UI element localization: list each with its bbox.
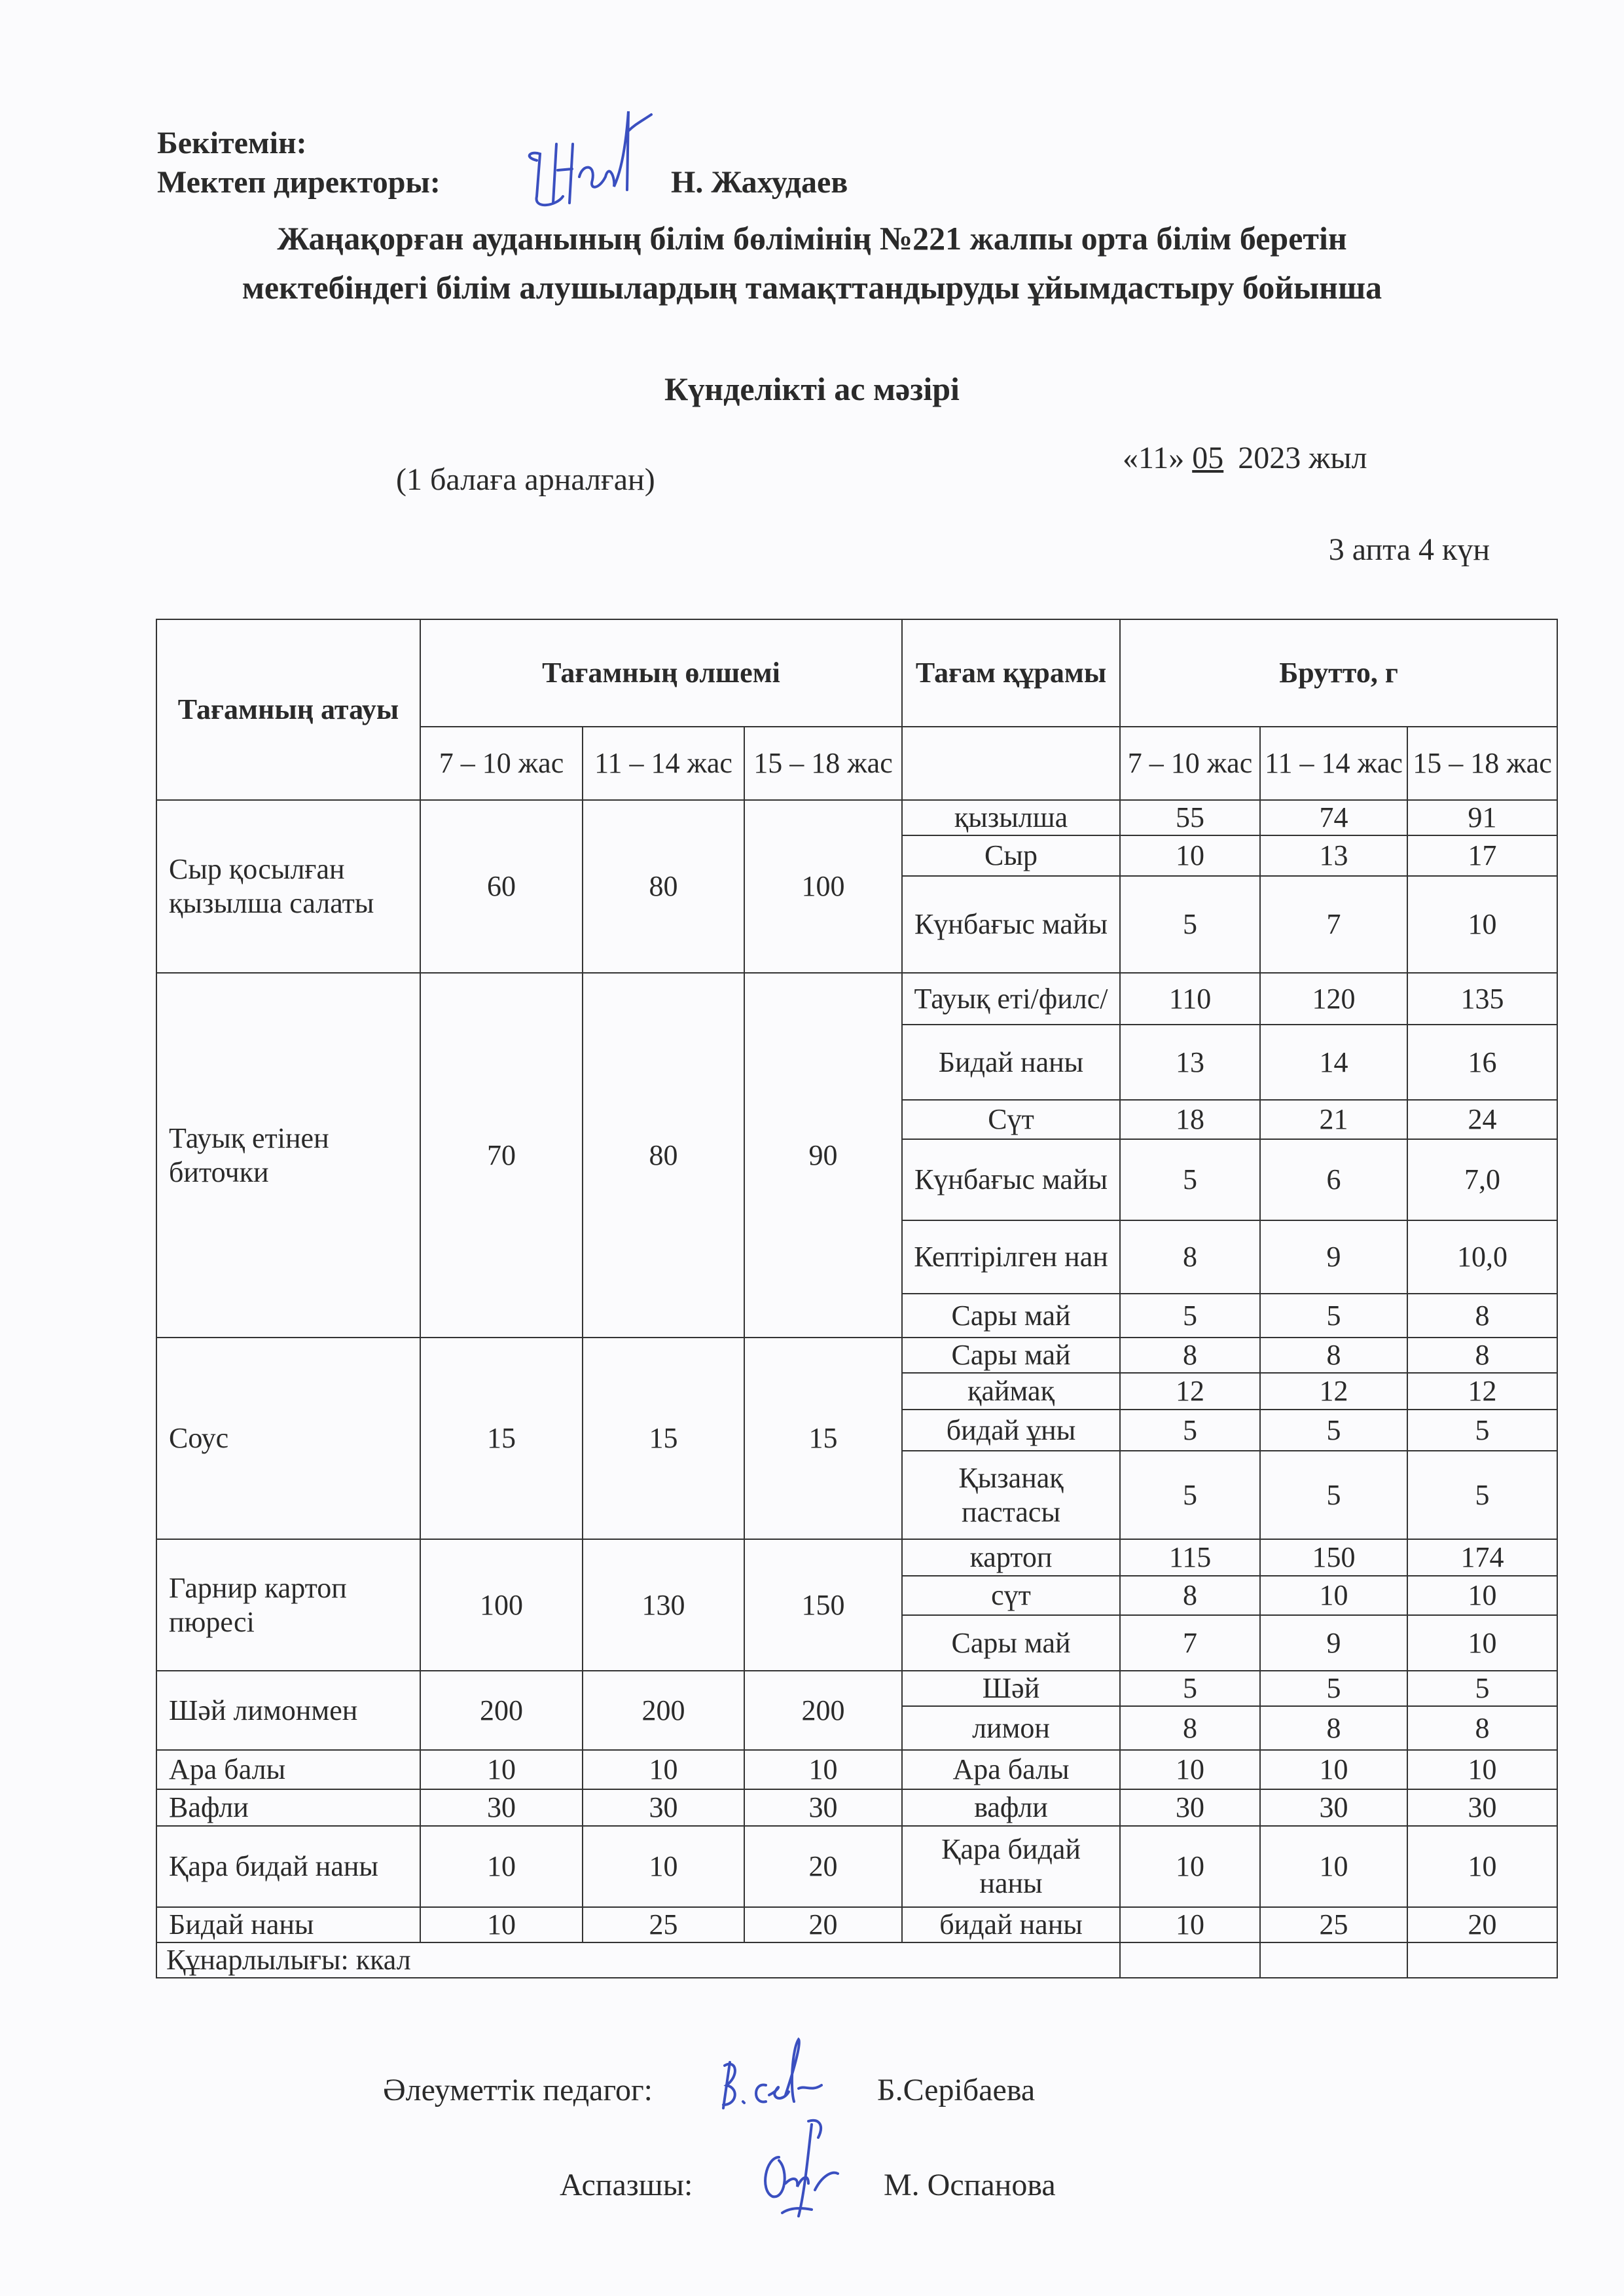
table-row — [156, 1826, 1557, 1907]
gross-weight: 7,0 — [1407, 1139, 1557, 1220]
nutrition-row — [156, 1942, 1557, 1978]
gross-weight: 5 — [1120, 1410, 1260, 1451]
gross-weight: 5 — [1260, 1451, 1407, 1539]
gross-weight: 5 — [1120, 1294, 1260, 1338]
gross-weight: 10 — [1260, 1826, 1407, 1907]
portion-size: 100 — [420, 1539, 583, 1671]
gross-weight: 8 — [1260, 1338, 1407, 1373]
gross-weight: 110 — [1120, 973, 1260, 1025]
menu-table-body — [156, 800, 1557, 1942]
ingredient-name: Сары май — [902, 1615, 1120, 1671]
gross-weight: 30 — [1260, 1789, 1407, 1826]
ingredient-name: бидай наны — [902, 1907, 1120, 1942]
gross-weight: 12 — [1120, 1373, 1260, 1410]
gross-weight: 9 — [1260, 1615, 1407, 1671]
menu-table — [156, 619, 1558, 1978]
portion-size: 15 — [744, 1338, 902, 1539]
portion-size: 10 — [583, 1750, 744, 1789]
ingredient-name: Күнбағыс майы — [902, 1139, 1120, 1220]
gross-weight: 8 — [1407, 1294, 1557, 1338]
portion-size: 10 — [583, 1826, 744, 1907]
document-subtitle: Күнделікті ас мәзірі — [664, 371, 960, 407]
director-label: Мектеп директоры: — [157, 165, 441, 200]
portion-size: 80 — [583, 800, 744, 973]
gross-weight: 18 — [1120, 1100, 1260, 1139]
gross-weight: 13 — [1260, 835, 1407, 876]
gross-weight: 20 — [1407, 1907, 1557, 1942]
gross-weight: 10 — [1407, 1750, 1557, 1789]
ingredient-name: қызылша — [902, 800, 1120, 835]
dish-name: Шәй лимонмен — [156, 1671, 420, 1750]
ingredient-name: Ара балы — [902, 1750, 1120, 1789]
date-day: «11» — [1123, 441, 1185, 475]
nutrition-value-7-10 — [1120, 1942, 1260, 1978]
gross-weight: 13 — [1120, 1025, 1260, 1100]
gross-weight: 16 — [1407, 1025, 1557, 1100]
ingredient-name: картоп — [902, 1539, 1120, 1576]
portion-size: 30 — [420, 1789, 583, 1826]
portion-size: 20 — [744, 1826, 902, 1907]
per-child-note: (1 балаға арналған) — [396, 462, 655, 497]
header-portion-age-15-18: 15 – 18 жас — [744, 727, 902, 800]
dish-name: Бидай наны — [156, 1907, 420, 1942]
ingredient-name: Күнбағыс майы — [902, 876, 1120, 973]
gross-weight: 8 — [1407, 1706, 1557, 1750]
gross-weight: 10 — [1120, 835, 1260, 876]
dish-name: Қара бидай наны — [156, 1826, 420, 1907]
nutrition-value-11-14 — [1260, 1942, 1407, 1978]
ingredient-name: Шәй — [902, 1671, 1120, 1706]
table-row — [156, 1539, 1557, 1576]
portion-size: 100 — [744, 800, 902, 973]
gross-weight: 12 — [1407, 1373, 1557, 1410]
ingredient-name: Бидай наны — [902, 1025, 1120, 1100]
gross-weight: 8 — [1120, 1706, 1260, 1750]
header-portion-age-7-10: 7 – 10 жас — [420, 727, 583, 800]
dish-name: Тауық етінен биточки — [156, 973, 420, 1338]
gross-weight: 5 — [1260, 1294, 1407, 1338]
gross-weight: 10 — [1260, 1576, 1407, 1615]
date-year: 2023 жыл — [1238, 441, 1367, 475]
gross-weight: 5 — [1120, 1451, 1260, 1539]
gross-weight: 14 — [1260, 1025, 1407, 1100]
portion-size: 200 — [744, 1671, 902, 1750]
table-row — [156, 1789, 1557, 1826]
portion-size: 90 — [744, 973, 902, 1338]
cook-signature — [746, 2111, 857, 2223]
ingredient-name: Сары май — [902, 1294, 1120, 1338]
gross-weight: 10 — [1120, 1907, 1260, 1942]
portion-size: 10 — [420, 1750, 583, 1789]
ingredient-name: Тауық еті/филс/ — [902, 973, 1120, 1025]
header-composition-empty — [902, 727, 1120, 800]
portion-size: 15 — [420, 1338, 583, 1539]
gross-weight: 24 — [1407, 1100, 1557, 1139]
gross-weight: 10 — [1407, 1826, 1557, 1907]
portion-size: 10 — [420, 1826, 583, 1907]
gross-weight: 135 — [1407, 973, 1557, 1025]
director-name: Н. Жахудаев — [671, 165, 848, 200]
portion-size: 200 — [420, 1671, 583, 1750]
header-portion-age-11-14: 11 – 14 жас — [583, 727, 744, 800]
pedagog-name: Б.Серібаева — [877, 2073, 1036, 2107]
gross-weight: 10 — [1120, 1750, 1260, 1789]
gross-weight: 7 — [1120, 1615, 1260, 1671]
header-portion: Тағамның өлшемі — [420, 619, 902, 727]
table-row — [156, 1907, 1557, 1942]
gross-weight: 7 — [1260, 876, 1407, 973]
nutrition-value-15-18 — [1407, 1942, 1557, 1978]
ingredient-name: Қызанақ пастасы — [902, 1451, 1120, 1539]
portion-size: 80 — [583, 973, 744, 1338]
portion-size: 150 — [744, 1539, 902, 1671]
dish-name: Соус — [156, 1338, 420, 1539]
gross-weight: 5 — [1260, 1410, 1407, 1451]
portion-size: 30 — [744, 1789, 902, 1826]
gross-weight: 30 — [1407, 1789, 1557, 1826]
gross-weight: 10 — [1120, 1826, 1260, 1907]
ingredient-name: Сыр — [902, 835, 1120, 876]
portion-size: 30 — [583, 1789, 744, 1826]
ingredient-name: Сары май — [902, 1338, 1120, 1373]
menu-date — [1123, 440, 1367, 476]
gross-weight: 55 — [1120, 800, 1260, 835]
portion-size: 15 — [583, 1338, 744, 1539]
gross-weight: 8 — [1407, 1338, 1557, 1373]
gross-weight: 6 — [1260, 1139, 1407, 1220]
gross-weight: 5 — [1407, 1671, 1557, 1706]
table-row — [156, 800, 1557, 835]
ingredient-name: бидай ұны — [902, 1410, 1120, 1451]
portion-size: 70 — [420, 973, 583, 1338]
ingredient-name: Сүт — [902, 1100, 1120, 1139]
approval-label: Бекітемін: — [157, 126, 307, 160]
gross-weight: 5 — [1407, 1410, 1557, 1451]
director-signature — [517, 98, 655, 213]
dish-name: Ара балы — [156, 1750, 420, 1789]
pedagog-label: Әлеуметтік педагог: — [383, 2073, 653, 2107]
gross-weight: 5 — [1120, 876, 1260, 973]
gross-weight: 8 — [1120, 1220, 1260, 1294]
gross-weight: 120 — [1260, 973, 1407, 1025]
gross-weight: 115 — [1120, 1539, 1260, 1576]
ingredient-name: вафли — [902, 1789, 1120, 1826]
gross-weight: 5 — [1407, 1451, 1557, 1539]
portion-size: 20 — [744, 1907, 902, 1942]
gross-weight: 25 — [1260, 1907, 1407, 1942]
nutrition-label: Құнарлылығы: ккал — [156, 1942, 1120, 1978]
cook-label: Аспазшы: — [560, 2168, 693, 2202]
gross-weight: 74 — [1260, 800, 1407, 835]
table-row — [156, 1671, 1557, 1706]
week-day-label: 3 апта 4 күн — [1328, 532, 1490, 567]
document-title-line-2: мектебіндегі білім алушылардың тамақттандыруды ұйымдастыру бойынша — [242, 269, 1382, 306]
portion-size: 60 — [420, 800, 583, 973]
table-row — [156, 1750, 1557, 1789]
gross-weight: 91 — [1407, 800, 1557, 835]
ingredient-name: Кептірілген нан — [902, 1220, 1120, 1294]
portion-size: 25 — [583, 1907, 744, 1942]
gross-weight: 17 — [1407, 835, 1557, 876]
dish-name: Гарнир картоп пюресі — [156, 1539, 420, 1671]
gross-weight: 8 — [1120, 1576, 1260, 1615]
gross-weight: 8 — [1120, 1338, 1260, 1373]
header-composition: Тағам құрамы — [902, 619, 1120, 727]
header-gross-age-15-18: 15 – 18 жас — [1407, 727, 1557, 800]
header-dish-name: Тағамның атауы — [156, 619, 420, 800]
table-row — [156, 1338, 1557, 1373]
gross-weight: 10 — [1407, 1576, 1557, 1615]
gross-weight: 8 — [1260, 1706, 1407, 1750]
gross-weight: 5 — [1120, 1671, 1260, 1706]
gross-weight: 150 — [1260, 1539, 1407, 1576]
portion-size: 10 — [744, 1750, 902, 1789]
header-gross-age-11-14: 11 – 14 жас — [1260, 727, 1407, 800]
gross-weight: 9 — [1260, 1220, 1407, 1294]
dish-name: Вафли — [156, 1789, 420, 1826]
portion-size: 130 — [583, 1539, 744, 1671]
header-gross-age-7-10: 7 – 10 жас — [1120, 727, 1260, 800]
pedagog-signature — [717, 2036, 848, 2121]
cook-name: М. Оспанова — [884, 2168, 1056, 2202]
document-title-line-1: Жаңақорған ауданының білім бөлімінің №221 жалпы орта білім беретін — [277, 220, 1347, 257]
ingredient-name: лимон — [902, 1706, 1120, 1750]
gross-weight: 30 — [1120, 1789, 1260, 1826]
gross-weight: 10 — [1407, 876, 1557, 973]
gross-weight: 174 — [1407, 1539, 1557, 1576]
header-gross: Брутто, г — [1120, 619, 1557, 727]
gross-weight: 12 — [1260, 1373, 1407, 1410]
gross-weight: 21 — [1260, 1100, 1407, 1139]
portion-size: 200 — [583, 1671, 744, 1750]
gross-weight: 5 — [1260, 1671, 1407, 1706]
portion-size: 10 — [420, 1907, 583, 1942]
ingredient-name: қаймақ — [902, 1373, 1120, 1410]
gross-weight: 10 — [1407, 1615, 1557, 1671]
gross-weight: 10 — [1260, 1750, 1407, 1789]
table-row — [156, 973, 1557, 1025]
date-month: 05 — [1192, 441, 1224, 475]
dish-name: Сыр қосылған қызылша салаты — [156, 800, 420, 973]
ingredient-name: сүт — [902, 1576, 1120, 1615]
ingredient-name: Қара бидай наны — [902, 1826, 1120, 1907]
gross-weight: 5 — [1120, 1139, 1260, 1220]
gross-weight: 10,0 — [1407, 1220, 1557, 1294]
